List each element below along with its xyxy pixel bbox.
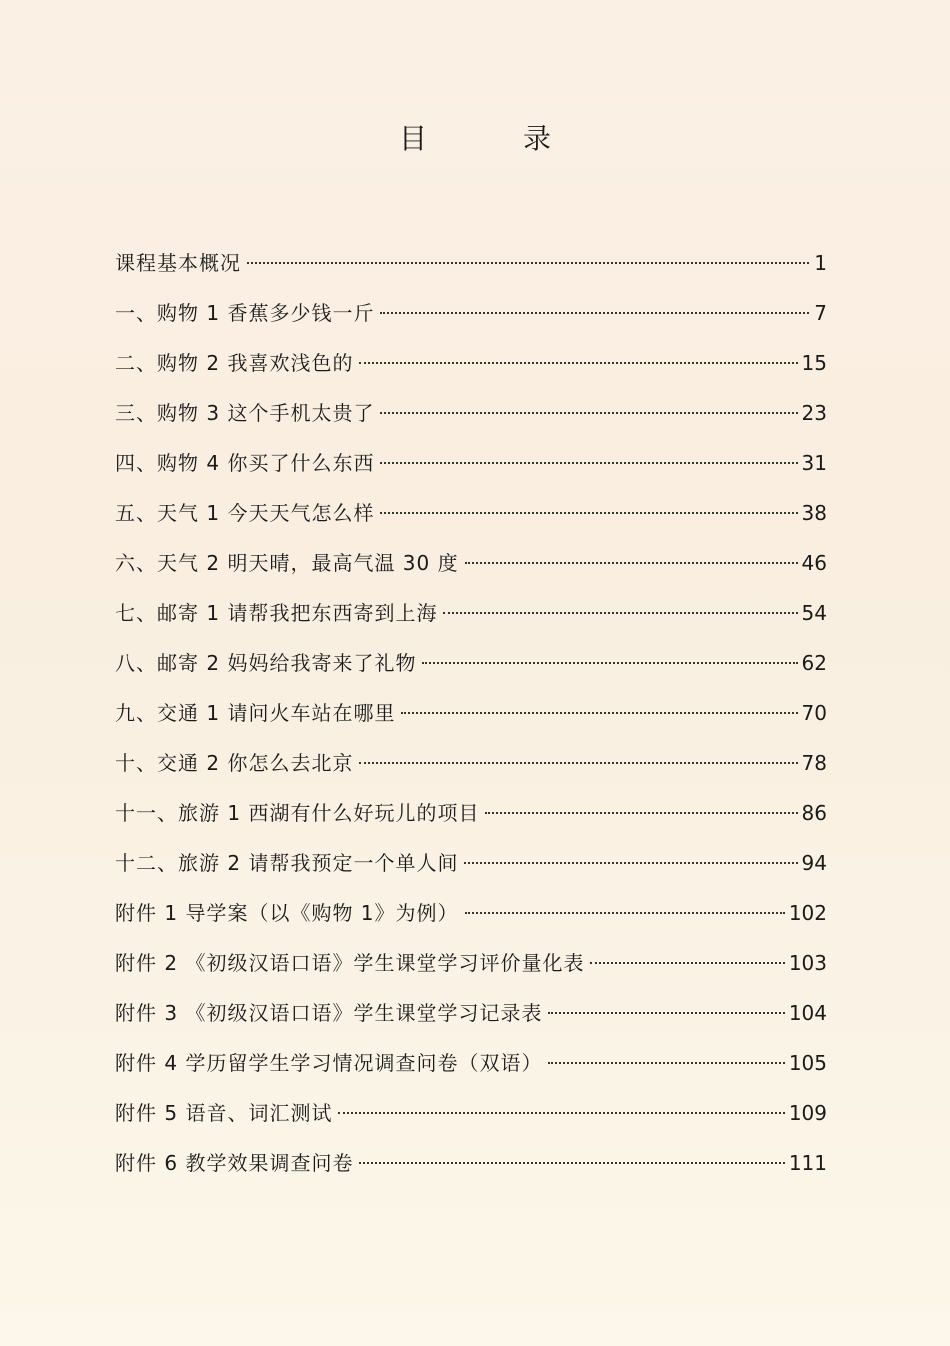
toc-entry-page-number: 1 xyxy=(814,251,827,275)
toc-entry[interactable] xyxy=(115,1045,827,1095)
toc-entry-page-number: 15 xyxy=(801,351,827,375)
toc-entry-page-number: 94 xyxy=(801,851,827,875)
toc-entry-page-number: 103 xyxy=(788,951,827,975)
toc-entry[interactable] xyxy=(115,345,827,395)
toc-entry-page-number: 7 xyxy=(814,301,827,325)
toc-entry[interactable] xyxy=(115,495,827,545)
dot-leader xyxy=(380,312,809,314)
dot-leader xyxy=(465,562,798,564)
page-title: 目 录 xyxy=(398,121,585,155)
toc-entry-label: 八、邮寄 2 妈妈给我寄来了礼物 xyxy=(115,651,417,675)
toc-entry-page-number: 102 xyxy=(788,901,827,925)
toc-entry[interactable] xyxy=(115,745,827,795)
toc-entry[interactable] xyxy=(115,1095,827,1145)
dot-leader xyxy=(338,1112,784,1114)
toc-entry-label: 附件 2 《初级汉语口语》学生课堂学习评价量化表 xyxy=(115,951,585,975)
toc-entry-page-number: 38 xyxy=(801,501,827,525)
toc-entry-label: 十二、旅游 2 请帮我预定一个单人间 xyxy=(115,851,459,875)
toc-entry-page-number: 31 xyxy=(801,451,827,475)
toc-entry[interactable] xyxy=(115,795,827,845)
dot-leader xyxy=(380,512,797,514)
dot-leader xyxy=(548,1062,784,1064)
toc-entry[interactable] xyxy=(115,1145,827,1195)
toc-entry[interactable] xyxy=(115,595,827,645)
dot-leader xyxy=(465,912,785,914)
dot-leader xyxy=(380,462,797,464)
toc-entry-label: 十、交通 2 你怎么去北京 xyxy=(115,751,354,775)
toc-entry[interactable] xyxy=(115,245,827,295)
dot-leader xyxy=(247,262,809,264)
toc-entry-page-number: 109 xyxy=(788,1101,827,1125)
toc-entry-label: 附件 4 学历留学生学习情况调查问卷（双语） xyxy=(115,1051,543,1075)
toc-entry-page-number: 54 xyxy=(801,601,827,625)
dot-leader xyxy=(401,712,797,714)
toc-entry-page-number: 78 xyxy=(801,751,827,775)
dot-leader xyxy=(380,412,797,414)
toc-entry-page-number: 105 xyxy=(788,1051,827,1075)
dot-leader xyxy=(422,662,797,664)
dot-leader xyxy=(485,812,797,814)
dot-leader xyxy=(548,1012,784,1014)
toc-entry-label: 九、交通 1 请问火车站在哪里 xyxy=(115,701,396,725)
toc-entry-label: 三、购物 3 这个手机太贵了 xyxy=(115,401,375,425)
dot-leader xyxy=(464,862,797,864)
toc-entry[interactable] xyxy=(115,645,827,695)
toc-entry-label: 二、购物 2 我喜欢浅色的 xyxy=(115,351,354,375)
toc-entry-label: 十一、旅游 1 西湖有什么好玩儿的项目 xyxy=(115,801,480,825)
dot-leader xyxy=(359,362,797,364)
toc-entry-label: 附件 1 导学案（以《购物 1》为例） xyxy=(115,901,459,925)
toc-entry[interactable] xyxy=(115,995,827,1045)
toc-entry-label: 四、购物 4 你买了什么东西 xyxy=(115,451,375,475)
toc-entry-page-number: 46 xyxy=(801,551,827,575)
toc-entry-label: 课程基本概况 xyxy=(115,251,241,275)
toc-entry-label: 一、购物 1 香蕉多少钱一斤 xyxy=(115,301,375,325)
dot-leader xyxy=(443,612,797,614)
toc-entry[interactable] xyxy=(115,295,827,345)
table-of-contents xyxy=(115,245,827,1195)
dot-leader xyxy=(359,1162,784,1164)
toc-entry-label: 附件 5 语音、词汇测试 xyxy=(115,1101,333,1125)
toc-entry-label: 附件 6 教学效果调查问卷 xyxy=(115,1151,354,1175)
toc-entry[interactable] xyxy=(115,695,827,745)
toc-entry[interactable] xyxy=(115,945,827,995)
toc-entry-label: 附件 3 《初级汉语口语》学生课堂学习记录表 xyxy=(115,1001,543,1025)
toc-entry-page-number: 70 xyxy=(801,701,827,725)
toc-entry-page-number: 23 xyxy=(801,401,827,425)
toc-entry[interactable] xyxy=(115,895,827,945)
toc-entry-label: 七、邮寄 1 请帮我把东西寄到上海 xyxy=(115,601,438,625)
toc-entry[interactable] xyxy=(115,395,827,445)
toc-entry-page-number: 104 xyxy=(788,1001,827,1025)
toc-entry-page-number: 111 xyxy=(788,1151,827,1175)
toc-entry[interactable] xyxy=(115,545,827,595)
dot-leader xyxy=(359,762,797,764)
toc-entry-page-number: 86 xyxy=(801,801,827,825)
toc-entry-label: 六、天气 2 明天晴，最高气温 30 度 xyxy=(115,551,459,575)
toc-entry-page-number: 62 xyxy=(801,651,827,675)
toc-entry-label: 五、天气 1 今天天气怎么样 xyxy=(115,501,375,525)
toc-entry[interactable] xyxy=(115,845,827,895)
dot-leader xyxy=(590,962,784,964)
toc-entry[interactable] xyxy=(115,445,827,495)
